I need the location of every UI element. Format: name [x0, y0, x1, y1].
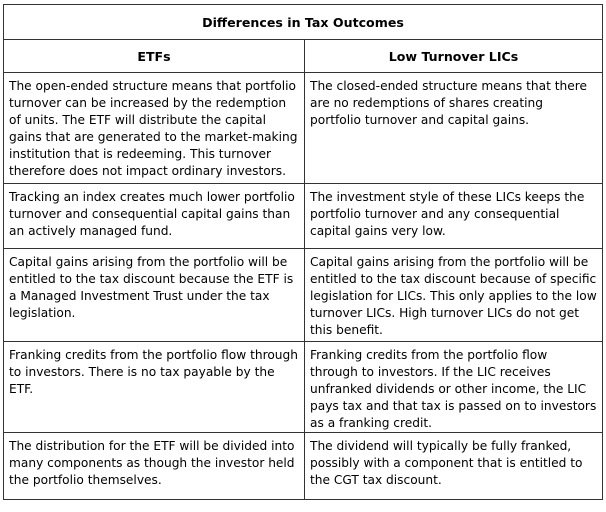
- lic-cell: [305, 433, 603, 500]
- table-row: [4, 433, 603, 500]
- cell-text: Capital gains arising from the portfolio will be entitled to the tax discount because the ETF is a Managed Investment Trust under the tax legislation.: [9, 255, 294, 320]
- table-header-row: [4, 40, 603, 73]
- column-header-etfs: ETFs: [4, 40, 305, 73]
- cell-text: The open-ended structure means that portfolio turnover can be increased by the redemption of units. The ETF will distribute the capital gains that are generated to the market-making institution that is redeeming. This turnover therefore does not impact ordinary investors.: [9, 79, 298, 178]
- cell-text: The dividend will typically be fully franked, possibly with a component that is entitled to the CGT tax discount.: [310, 439, 583, 487]
- etf-cell: [4, 249, 305, 342]
- lic-cell: [305, 249, 603, 342]
- lic-cell: [305, 342, 603, 433]
- table-row: [4, 249, 603, 342]
- cell-text: Franking credits from the portfolio flow through to investors. There is no tax payable by the ETF.: [9, 348, 298, 396]
- table-row: [4, 73, 603, 184]
- cell-text: Tracking an index creates much lower portfolio turnover and consequential capital gains than an actively managed fund.: [9, 190, 295, 238]
- table-title: Differences in Tax Outcomes: [4, 5, 603, 40]
- lic-cell: [305, 184, 603, 249]
- cell-text: Capital gains arising from the portfolio will be entitled to the tax discount because of specific legislation for LICs. This only applies to the low turnover LICs. High turnover LICs do not get this benefit.: [310, 255, 597, 337]
- table-row: [4, 184, 603, 249]
- tax-outcomes-table: [3, 4, 603, 500]
- etf-cell: [4, 184, 305, 249]
- etf-cell: [4, 433, 305, 500]
- etf-cell: [4, 73, 305, 184]
- cell-text: The investment style of these LICs keeps the portfolio turnover and any consequential capital gains very low.: [310, 190, 585, 238]
- table-title-row: [4, 5, 603, 40]
- cell-text: The closed-ended structure means that there are no redemptions of shares creating portfolio turnover and capital gains.: [310, 79, 587, 127]
- cell-text: Franking credits from the portfolio flow through to investors. If the LIC receives unfranked dividends or other income, the LIC pays tax and that tax is passed on to investors as a franking credit.: [310, 348, 597, 430]
- cell-text: The distribution for the ETF will be divided into many components as though the investor held the portfolio themselves.: [9, 439, 295, 487]
- column-header-lics: Low Turnover LICs: [305, 40, 603, 73]
- lic-cell: [305, 73, 603, 184]
- etf-cell: [4, 342, 305, 433]
- table-row: [4, 342, 603, 433]
